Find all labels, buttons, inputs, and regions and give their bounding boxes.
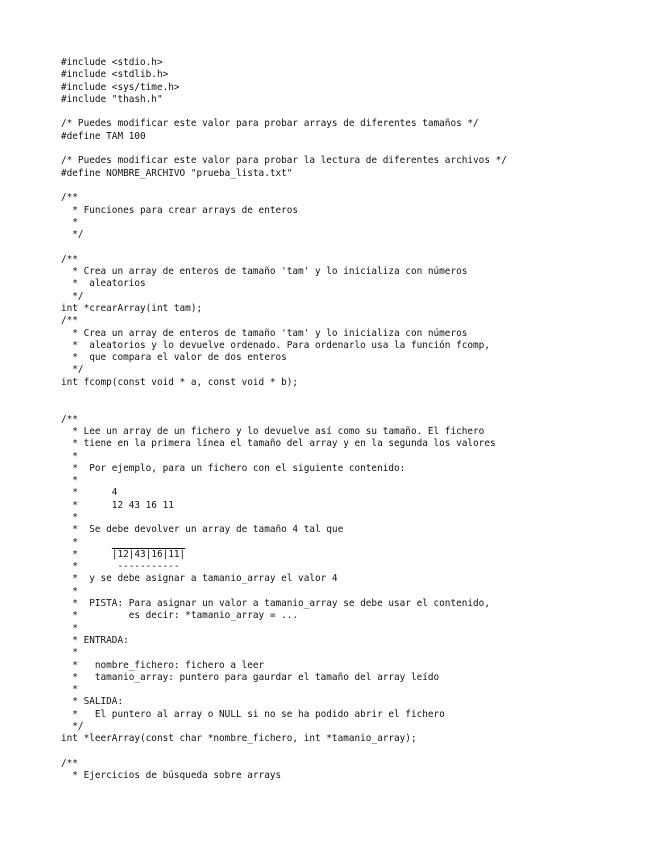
code-line: * [61, 585, 78, 597]
code-line: /** [61, 315, 78, 327]
code-line: #include <sys/time.h> [61, 81, 180, 93]
code-line: * Ejercicios de búsqueda sobre arrays [61, 770, 282, 782]
code-line: * [61, 536, 78, 548]
code-line [61, 746, 651, 758]
code-line: * [61, 475, 78, 487]
code-line: * tiene en la primera línea el tamaño del array y en la segunda los valores [61, 438, 496, 450]
code-line: int *leerArray(const char *nombre_fichero, int *tamanio_array); [61, 733, 417, 745]
array-box: |12|43|16|11| [111, 548, 186, 560]
code-line [61, 180, 651, 192]
code-line: /** [61, 192, 78, 204]
code-line: * nombre_fichero: fichero a leer [61, 659, 265, 671]
code-line: * ENTRADA: [61, 634, 129, 646]
code-line: * [61, 450, 78, 462]
code-line [61, 401, 651, 413]
code-line: int *crearArray(int tam); [61, 302, 203, 314]
code-line: * |12|43|16|11| [61, 548, 186, 560]
code-line: #define TAM 100 [61, 130, 146, 142]
code-line: */ [61, 721, 84, 733]
code-line: #include <stdio.h> [61, 57, 163, 68]
code-line [61, 389, 651, 401]
code-line: * ----------- [61, 561, 180, 573]
code-line: * Por ejemplo, para un fichero con el siguiente contenido: [61, 462, 406, 474]
code-line: * [61, 684, 78, 696]
code-line: * [61, 622, 78, 634]
code-line [61, 241, 651, 253]
code-line [61, 106, 651, 118]
code-line: * Funciones para crear arrays de enteros [61, 204, 299, 216]
code-line: /* Puedes modificar este valor para probar arrays de diferentes tamaños */ [61, 118, 479, 130]
code-line: * PISTA: Para asignar un valor a tamanio_array se debe usar el contenido, [61, 598, 490, 610]
code-line [61, 143, 651, 155]
code-line: * que compara el valor de dos enteros [61, 352, 287, 364]
code-line: #include "thash.h" [61, 93, 163, 105]
code-line: int fcomp(const void * a, const void * b); [61, 376, 299, 388]
code-line: * 12 43 16 11 [61, 499, 174, 511]
code-line: * [61, 216, 78, 228]
code-line: /* Puedes modificar este valor para probar la lectura de diferentes archivos */ [61, 155, 507, 167]
code-line: * y se debe asignar a tamanio_array el valor 4 [61, 573, 338, 585]
code-line: #include <stdlib.h> [61, 69, 169, 81]
code-line: * Crea un array de enteros de tamaño 'tam' y lo inicializa con números [61, 266, 468, 278]
code-line: */ [61, 364, 84, 376]
code-line: * 4 [61, 487, 118, 499]
code-line: */ [61, 229, 84, 241]
code-line: * El puntero al array o NULL si no se ha podido abrir el fichero [61, 708, 445, 720]
code-line: /** [61, 413, 78, 425]
code-line: #define NOMBRE_ARCHIVO "prueba_lista.txt" [61, 167, 293, 179]
code-line: * es decir: *tamanio_array = ... [61, 610, 299, 622]
code-line: * [61, 647, 78, 659]
code-line: * aleatorios y lo devuelve ordenado. Para ordenarlo usa la función fcomp, [61, 339, 490, 351]
code-line: * [61, 511, 78, 523]
code-line: * SALIDA: [61, 696, 124, 708]
code-line: /** [61, 757, 78, 769]
code-line: * Crea un array de enteros de tamaño 'tam' y lo inicializa con números [61, 327, 468, 339]
code-listing [61, 57, 651, 783]
code-line: * Se debe devolver un array de tamaño 4 tal que [61, 524, 344, 536]
code-line: * aleatorios [61, 278, 146, 290]
code-line: * tamanio_array: puntero para gaurdar el tamaño del array leído [61, 671, 440, 683]
code-line: */ [61, 290, 84, 302]
code-line: /** [61, 253, 78, 265]
code-line: * Lee un array de un fichero y lo devuelve así como su tamaño. El fichero [61, 425, 485, 437]
